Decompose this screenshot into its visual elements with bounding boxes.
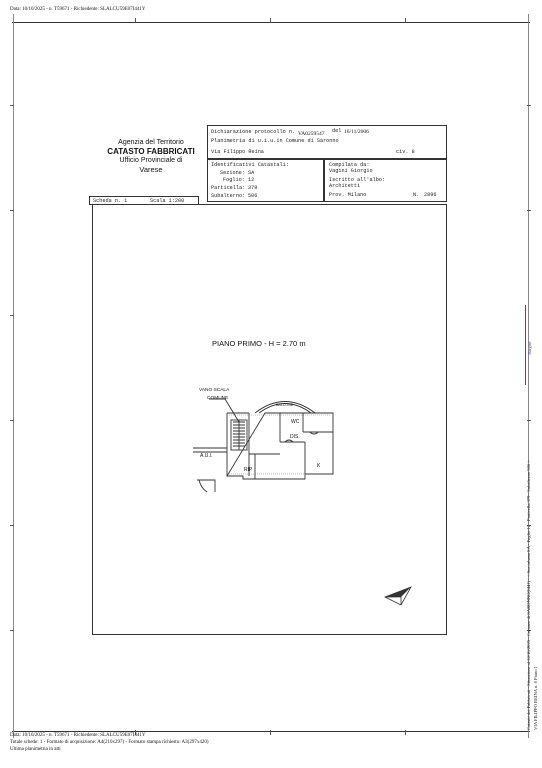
- identifiers-title: Identificativi Catastali:: [211, 162, 289, 168]
- margin-tick: [405, 18, 406, 23]
- declaration-box: [207, 125, 447, 159]
- declaration-del: del: [332, 128, 342, 134]
- header-request-line: Data: 10/10/2025 - n. T59671 - Richiedente: SLALCU59E07I441Y: [10, 7, 146, 12]
- margin-tick: [10, 525, 14, 526]
- particella-value: 379: [248, 185, 258, 191]
- subalterno-value: 506: [248, 193, 258, 199]
- address-street: Via Filippo Reina: [211, 149, 264, 155]
- label-aui: A.U.I.: [200, 453, 213, 459]
- footer-last-plan: Ultima planimetria in atti: [10, 747, 61, 752]
- margin-blue-line: [525, 305, 526, 385]
- sezione-value: SA: [248, 170, 255, 176]
- foglio-label: Foglio:: [223, 177, 245, 183]
- margin-tick: [135, 18, 136, 23]
- protocol-number: VA0259547: [298, 131, 325, 137]
- identifiers-box: [207, 159, 324, 202]
- vertical-cadastre-line: Catasto dei Fabbricati - Situazione al 10/10/2025 - Comune di SARONNO(I441) - < Sez.urbana SA - Foglio 12 - Particella 379 - Subalterno 506 >: [526, 460, 531, 730]
- office-city: Varese: [139, 165, 163, 174]
- office-ufficio: Ufficio Provinciale di: [119, 157, 183, 164]
- footer-request-line: Data: 10/10/2025 - n. T59671 - Richiedente: SLALCU59E07I441Y: [10, 733, 146, 738]
- albo-value: Architetti: [329, 183, 361, 189]
- floor-title: PIANO PRIMO - H = 2.70 m: [212, 339, 306, 348]
- albo-label: Iscritto all'albo:: [329, 177, 386, 183]
- office-agency: Agenzia del Territorio: [118, 139, 184, 146]
- margin-tick: [10, 420, 14, 421]
- sheet-scale: Scala 1:200: [150, 198, 185, 204]
- margin-tick: [10, 315, 14, 316]
- declaration-label: Dichiarazione protocollo n.: [211, 129, 296, 135]
- declaration-date: 16/11/2006: [344, 129, 369, 135]
- label-balcone: BALCONE: [276, 403, 294, 407]
- north-arrow-icon: [383, 585, 413, 607]
- particella-label: Particella:: [211, 185, 246, 191]
- footer-format-line: Totale schede: 1 - Formato di acquisizione: A4(210x297) - Formato stampa richiesto: A3(297x420): [10, 740, 209, 745]
- registration-n-label: N.: [413, 192, 420, 198]
- label-k: K: [317, 463, 321, 469]
- margin-mark-text: Margine: [527, 341, 532, 355]
- registration-number: 2896: [424, 192, 437, 198]
- foglio-value: 12: [248, 177, 255, 183]
- sezione-label: Sezione:: [220, 170, 245, 176]
- compiled-name: Vagini Giorgio: [329, 168, 373, 174]
- sheet-top-border: [12, 22, 530, 23]
- margin-tick: [270, 730, 271, 735]
- label-vano-scala: [199, 387, 229, 403]
- sheet-number: Scheda n. 1: [93, 198, 128, 204]
- margin-tick: [527, 420, 531, 421]
- comune-text: COMUNE: [207, 396, 229, 401]
- margin-tick: [270, 18, 271, 23]
- margin-tick: [10, 210, 14, 211]
- label-rip: RIP: [244, 467, 253, 473]
- vano-scala-text: VANO SCALA: [199, 388, 230, 393]
- margin-tick: [405, 730, 406, 735]
- address-civic: civ. 8: [396, 149, 415, 155]
- office-catasto: CATASTO FABBRICATI: [107, 147, 195, 156]
- margin-tick: [10, 630, 14, 631]
- margin-tick: [527, 105, 531, 106]
- sheet-bottom-border: [12, 731, 530, 732]
- plan-municipality-line: Planimetria di u.i.u.in Comune di Saronno: [211, 138, 339, 144]
- compiled-title: Compilata da:: [329, 162, 370, 168]
- vertical-address-line: VIA FILIPPO REINA n. 8 Piano 1: [533, 666, 538, 730]
- province: Prov. Milano: [329, 192, 367, 198]
- compiled-box: [324, 159, 447, 202]
- office-block: [92, 138, 210, 174]
- margin-tick: [527, 210, 531, 211]
- margin-tick: [10, 105, 14, 106]
- label-wc: WC: [291, 419, 300, 425]
- label-dis: DIS.: [290, 434, 300, 440]
- subalterno-label: Subalterno:: [211, 193, 246, 199]
